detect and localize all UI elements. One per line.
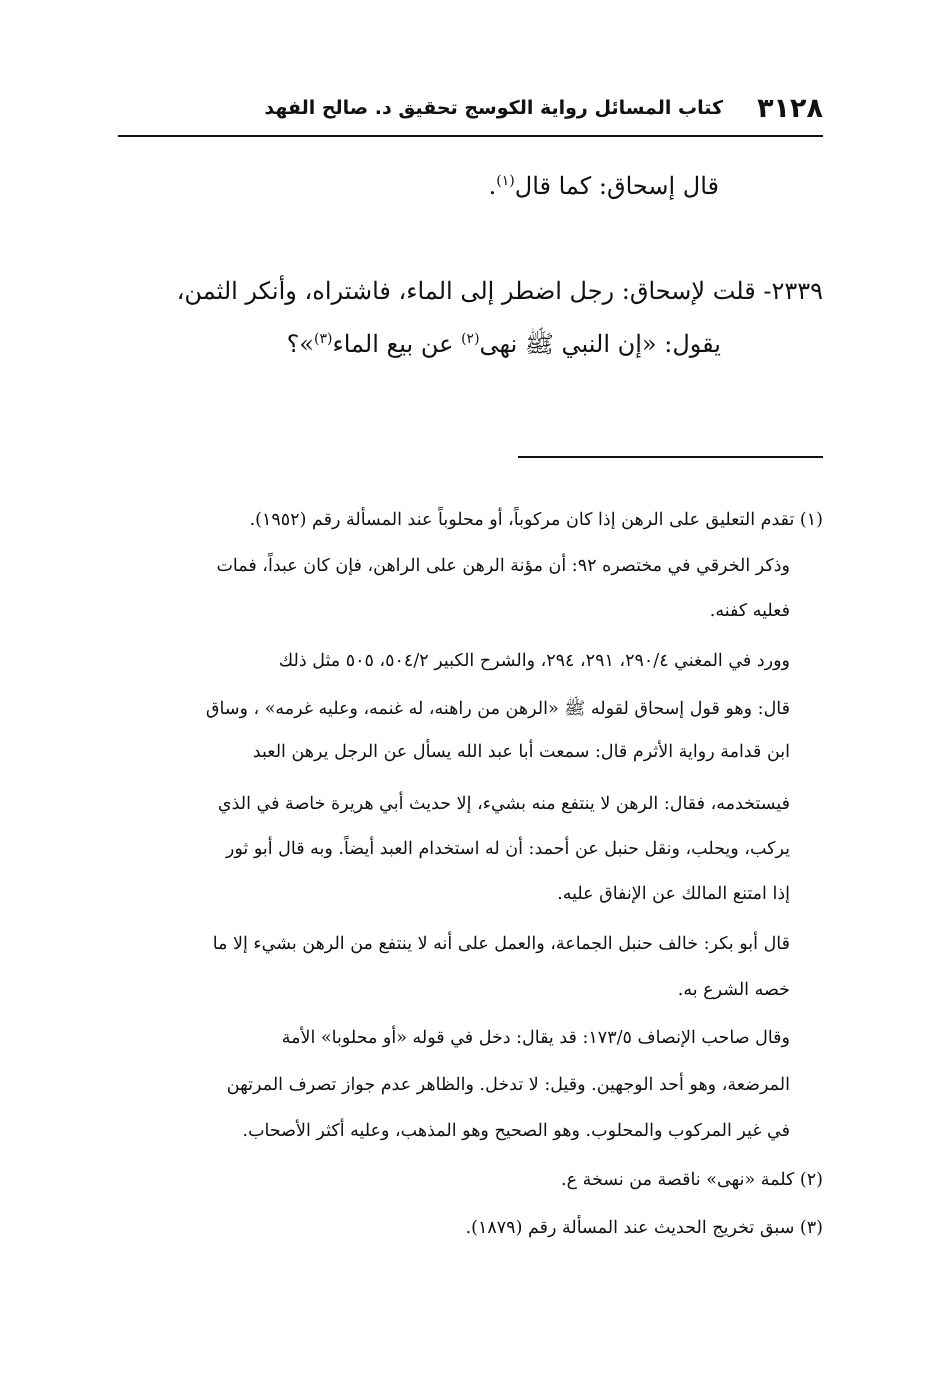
footnote-separator — [518, 456, 823, 458]
footnote-line: في غير المركوب والمحلوب. وهو الصحيح وهو المذهب، وعليه أكثر الأصحاب. — [242, 1121, 790, 1141]
text-segment: »؟ — [286, 330, 314, 358]
page-number: ٣١٢٨ — [757, 92, 823, 124]
footnote-ref: (١) — [496, 173, 515, 189]
question-heading: ٢٣٣٩- قلت لإسحاق: رجل اضطر إلى الماء، فاشتراه، وأنكر الثمن، — [176, 277, 823, 305]
footnote-line: ابن قدامة رواية الأثرم قال: سمعت أبا عبد الله يسأل عن الرجل يرهن العبد — [252, 742, 790, 762]
text-segment: يقول: «إن النبي ﷺ نهى — [479, 330, 721, 358]
header-rule — [118, 135, 823, 137]
footnote-line: إذا امتنع المالك عن الإنفاق عليه. — [557, 884, 790, 904]
text-segment: عن بيع الماء — [332, 330, 462, 358]
footnote-line: (٣) سبق تخريج الحديث عند المسألة رقم (١٨٧٩). — [465, 1218, 823, 1238]
footnote-line: وقال صاحب الإنصاف ١٧٣/٥: قد يقال: دخل في قوله «أو محلوبا» الأمة — [281, 1028, 790, 1048]
footnote-line: (١) تقدم التعليق على الرهن إذا كان مركوباً، أو محلوباً عند المسألة رقم (١٩٥٢). — [249, 510, 823, 530]
text-segment: . — [488, 172, 497, 200]
footnote-line: قال: وهو قول إسحاق لقوله ﷺ «الرهن من راهنه، له غنمه، وعليه غرمه» ، وساق — [205, 699, 790, 719]
footnote-line: وذكر الخرقي في مختصره ٩٢: أن مؤنة الرهن على الراهن، فإن كان عبداً، فمات — [216, 556, 790, 576]
running-title: كتاب المسائل رواية الكوسج تحقيق د. صالح الفهد — [264, 97, 724, 119]
footnote-line: خصه الشرع به. — [677, 980, 790, 1000]
footnote-line: فيستخدمه، فقال: الرهن لا ينتفع منه بشيء، إلا حديث أبي هريرة خاصة في الذي — [217, 794, 790, 814]
footnote-ref: (٢) — [461, 331, 480, 347]
footnote-line: المرضعة، وهو أحد الوجهين. وقيل: لا تدخل. والظاهر عدم جواز تصرف المرتهن — [226, 1075, 790, 1095]
main-text-line — [489, 172, 719, 200]
page-header — [118, 88, 823, 128]
text-segment: قال إسحاق: كما قال — [514, 172, 719, 200]
footnote-line: وورد في المغني ٢٩٠/٤، ٢٩١، ٢٩٤، والشرح الكبير ٥٠٤/٢، ٥٠٥ مثل ذلك — [278, 651, 790, 671]
footnote-line: قال أبو بكر: خالف حنبل الجماعة، والعمل على أنه لا ينتفع من الرهن بشيء إلا ما — [212, 934, 790, 954]
footnote-ref: (٣) — [313, 331, 333, 347]
footnote-line: فعليه كفنه. — [709, 601, 790, 621]
main-text-line — [287, 329, 721, 364]
footnote-line: (٢) كلمة «نهى» ناقصة من نسخة ع. — [561, 1170, 823, 1190]
footnote-line: يركب، ويحلب، ونقل حنبل عن أحمد: أن له استخدام العبد أيضاً. وبه قال أبو ثور — [225, 839, 790, 859]
